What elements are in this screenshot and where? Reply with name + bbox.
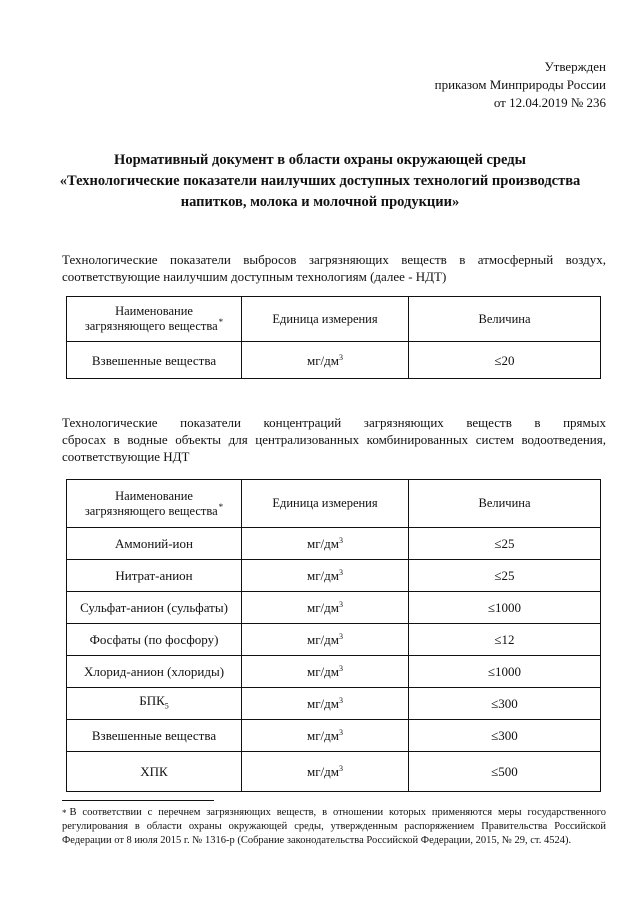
unit-cell: $мг/дм^3$ (242, 624, 409, 656)
table-row (67, 688, 601, 720)
substance-cell: Нитрат-анион (67, 560, 242, 592)
table-row (67, 752, 601, 792)
approval-line-1: Утвержден (544, 59, 606, 74)
substance-cell: Хлорид-анион (хлориды) (67, 656, 242, 688)
document-title (40, 150, 600, 213)
emissions-table (66, 296, 601, 379)
header-unit: Единица измерения (242, 297, 409, 342)
value-cell: ≤300 (409, 688, 601, 720)
footnote (62, 806, 606, 848)
footnote-mark: * (218, 317, 224, 327)
unit-cell: $мг/дм^3$ (242, 720, 409, 752)
footnote-mark: * (62, 808, 67, 818)
header-unit: Единица измерения (242, 480, 409, 528)
section-emissions-heading (62, 251, 606, 285)
table-row (67, 560, 601, 592)
header-value: Величина (409, 297, 601, 342)
section1-line-2: соответствующие наилучшим доступным технологиям (далее - НДТ) (62, 269, 447, 284)
approval-block (435, 58, 606, 112)
approval-line-3: от 12.04.2019 № 236 (493, 95, 606, 110)
unit-cell: $мг/дм^3$ (242, 342, 409, 379)
value-cell: ≤25 (409, 560, 601, 592)
footnote-text: В соответствии с перечнем загрязняющих веществ, в отношении которых применяются меры государственного регулирования в области охраны окружающей среды, утвержденным распоряжением Правительства Российской Федерации от 8 июля 2015 г. № 1316-р (Собрание законодательства Российской Федерации, 2015, № 29, ст. 4524). (62, 807, 606, 846)
table-row (67, 592, 601, 624)
substance-cell: Сульфат-анион (сульфаты) (67, 592, 242, 624)
section1-line-1: Технологические показатели выбросов загрязняющих веществ в атмосферный воздух, (62, 252, 606, 267)
header-substance: Наименование загрязняющего вещества* (67, 480, 242, 528)
unit-cell: $мг/дм^3$ (242, 752, 409, 792)
section2-line-2: сбросах в водные объекты для централизованных комбинированных систем водоотведения, (62, 432, 606, 447)
substance-cell: ХПК (67, 752, 242, 792)
value-cell: ≤20 (409, 342, 601, 379)
title-line-3: напитков, молока и молочной продукции» (180, 194, 460, 210)
value-cell: ≤12 (409, 624, 601, 656)
unit-cell: $мг/дм^3$ (242, 528, 409, 560)
title-line-2: «Технологические показатели наилучших доступных технологий производства (59, 173, 581, 189)
header-value: Величина (409, 480, 601, 528)
title-line-1: Нормативный документ в области охраны окружающей среды (114, 152, 526, 168)
unit-cell: $мг/дм^3$ (242, 560, 409, 592)
table-row (67, 342, 601, 379)
unit-cell: $мг/дм^3$ (242, 688, 409, 720)
value-cell: ≤300 (409, 720, 601, 752)
unit-cell: $мг/дм^3$ (242, 592, 409, 624)
substance-cell: Фосфаты (по фосфору) (67, 624, 242, 656)
value-cell: ≤1000 (409, 592, 601, 624)
section-discharges-heading (62, 414, 606, 465)
approval-line-2: приказом Минприроды России (434, 77, 606, 92)
table-row (67, 528, 601, 560)
substance-cell: Взвешенные вещества (67, 342, 242, 379)
table-row (67, 656, 601, 688)
value-cell: ≤500 (409, 752, 601, 792)
section2-line-1: Технологические показатели концентраций загрязняющих веществ в прямых (62, 415, 606, 430)
discharges-table (66, 479, 601, 792)
substance-cell: Взвешенные вещества (67, 720, 242, 752)
substance-cell: $БПК_5$ (67, 688, 242, 720)
footnote-divider (62, 800, 214, 801)
value-cell: ≤1000 (409, 656, 601, 688)
table-row (67, 624, 601, 656)
footnote-mark: * (218, 501, 224, 512)
table-row (67, 720, 601, 752)
unit-cell: $мг/дм^3$ (242, 656, 409, 688)
substance-cell: Аммоний-ион (67, 528, 242, 560)
section2-line-3: соответствующие НДТ (62, 449, 190, 464)
value-cell: ≤25 (409, 528, 601, 560)
table-header-row (67, 480, 601, 528)
table-header-row (67, 297, 601, 342)
header-substance: Наименование загрязняющего вещества* (67, 297, 242, 342)
